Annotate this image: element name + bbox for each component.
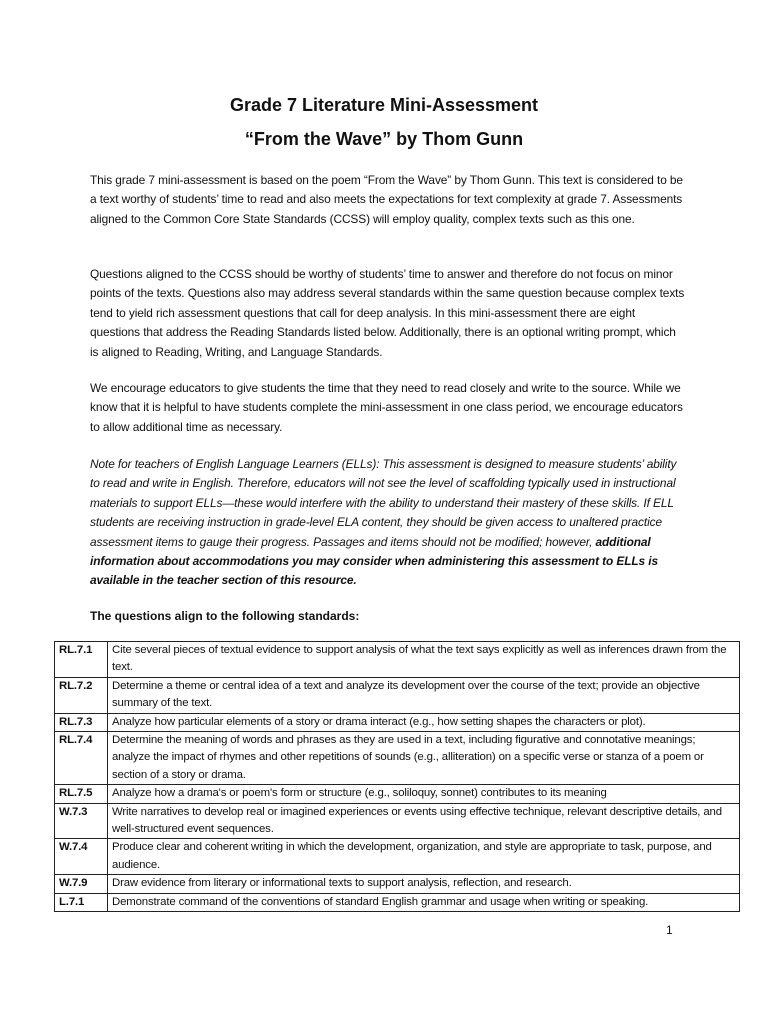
standard-description: Determine a theme or central idea of a text and analyze its development over the course of the text; provide an objective summary of the text. xyxy=(108,677,740,713)
standard-description: Analyze how a drama's or poem's form or structure (e.g., soliloquy, sonnet) contributes to its meaning xyxy=(108,785,740,803)
table-row xyxy=(55,803,740,839)
standard-code: W.7.3 xyxy=(55,803,108,839)
page-number: 1 xyxy=(666,923,673,937)
questions-paragraph: Questions aligned to the CCSS should be worthy of students’ time to answer and therefore do not focus on minor points of the texts. Questions also may address several standards within the same question because complex texts tend to yield rich assessment questions that call for deep analysis. In this mini-assessment there are eight questions that address the Reading Standards listed below. Additionally, there is an optional writing prompt, which is aligned to Reading, Writing, and Language Standards. xyxy=(90,267,685,359)
table-row xyxy=(55,677,740,713)
standard-description: Draw evidence from literary or informational texts to support analysis, reflection, and research. xyxy=(108,875,740,893)
standard-description: Produce clear and coherent writing in which the development, organization, and style are appropriate to task, purpose, and audience. xyxy=(108,839,740,875)
table-row xyxy=(55,785,740,803)
table-row xyxy=(55,732,740,785)
intro-paragraph: This grade 7 mini-assessment is based on the poem “From the Wave” by Thom Gunn. This text is considered to be a text worthy of students’ time to read and also meets the expectations for text complexity at grade 7. Assessments aligned to the Common Core State Standards (CCSS) will employ quality, complex texts such as this one. xyxy=(90,173,683,226)
standard-code: RL.7.5 xyxy=(55,785,108,803)
standard-code: W.7.4 xyxy=(55,839,108,875)
table-row xyxy=(55,893,740,911)
document-title: Grade 7 Literature Mini-Assessment xyxy=(229,95,539,115)
standard-code: W.7.9 xyxy=(55,875,108,893)
standard-code: RL.7.3 xyxy=(55,713,108,731)
standard-code: RL.7.1 xyxy=(55,642,108,678)
standards-table xyxy=(54,641,740,912)
table-row xyxy=(55,875,740,893)
standard-description: Analyze how particular elements of a story or drama interact (e.g., how setting shapes the characters or plot). xyxy=(108,713,740,731)
table-row xyxy=(55,713,740,731)
encourage-paragraph: We encourage educators to give students the time that they need to read closely and write to the source. While we know that it is helpful to have students complete the mini-assessment in one class period, we encourage educators to allow additional time as necessary. xyxy=(90,381,683,434)
standard-description: Cite several pieces of textual evidence to support analysis of what the text says explicitly as well as inferences drawn from the text. xyxy=(108,642,740,678)
table-row xyxy=(55,839,740,875)
standard-code: RL.7.2 xyxy=(55,677,108,713)
standards-heading: The questions align to the following standards: xyxy=(90,609,360,623)
ell-note-text: Note for teachers of English Language Learners (ELLs): This assessment is designed to measure students’ ability to read and write in English. Therefore, educators will not see the level of scaffolding typically used in instructional materials to support ELLs—these would interfere with the ability to understand their mastery of these skills. If ELL students are receiving instruction in grade-level ELA content, they should be given access to unaltered practice assessment items to gauge their progress. Passages and items should not be modified; however, xyxy=(90,457,677,549)
standard-description: Demonstrate command of the conventions of standard English grammar and usage when writing or speaking. xyxy=(108,893,740,911)
table-row xyxy=(55,642,740,678)
ell-note-bold-text: additional information about accommodations you may consider when administering this assessment to ELLs is available in the teacher section of this resource. xyxy=(90,534,658,588)
document-subtitle: “From the Wave” by Thom Gunn xyxy=(244,129,524,149)
standard-description: Determine the meaning of words and phrases as they are used in a text, including figurative and connotative meanings; analyze the impact of rhymes and other repetitions of sounds (e.g., alliteration) on a specific verse or stanza of a poem or section of a story or drama. xyxy=(108,732,740,785)
standard-code: L.7.1 xyxy=(55,893,108,911)
ell-note-paragraph xyxy=(90,455,686,591)
standard-code: RL.7.4 xyxy=(55,732,108,785)
standard-description: Write narratives to develop real or imagined experiences or events using effective technique, relevant descriptive details, and well-structured event sequences. xyxy=(108,803,740,839)
